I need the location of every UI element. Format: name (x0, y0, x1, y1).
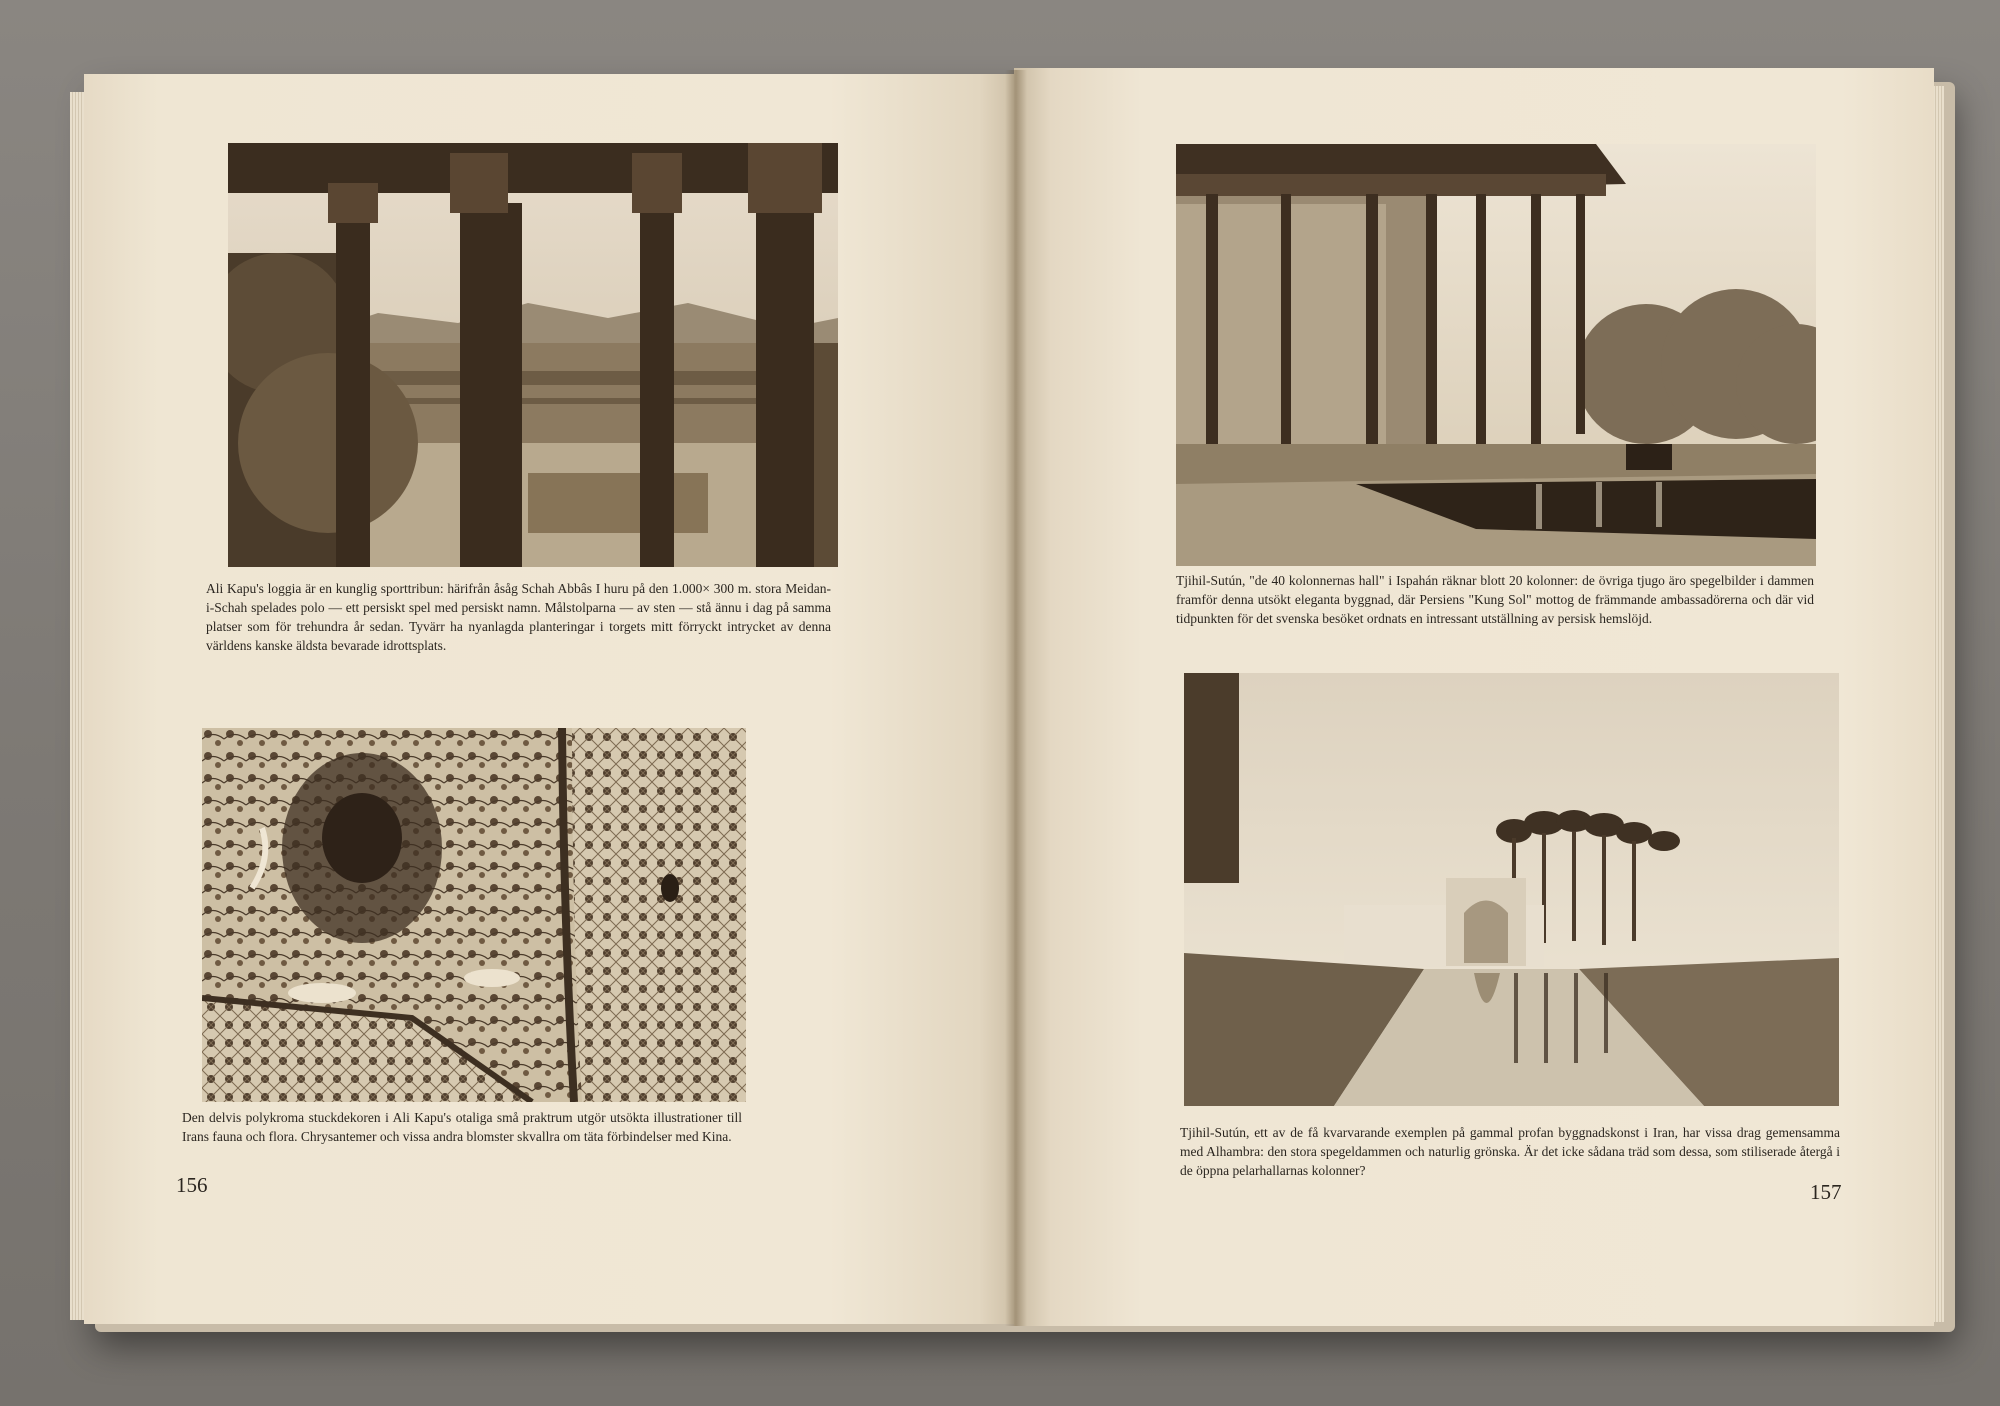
ali-kapu-loggia-caption: Ali Kapu's loggia är en kunglig sporttribun: härifrån åsåg Schah Abbâs I huru på den 1.000× 300 m. stora Meidan-i-Schah spelades polo — ett persiskt spel med persiskt namn. Målstolparna — av sten — stå ännu i dag på samma platser som för trehundra år sedan. Tyvärr ha nyanlagda planteringar i torgets mitt förryckt intrycket av denna världens kanske äldsta bevarade idrottsplats. (206, 581, 831, 653)
chehel-sotoun-pavilion-caption: Tjihil-Sutún, "de 40 kolonnernas hall" i Ispahán räknar blott 20 kolonner: de övriga tjugo äro spegelbilder i dammen framför denna utsökt eleganta byggnad, där Persiens "Kung Sol" mottog de främmande ambassadörerna och där vid tidpunkten för det svenska besöket ordnats en intressant utställning av persisk hemslöjd. (1176, 573, 1814, 626)
chehel-sotoun-pavilion-image (1176, 144, 1816, 566)
reflecting-pool-photo (1184, 673, 1839, 1106)
stucco-decoration-photo (202, 728, 746, 1102)
stucco-decoration-caption: Den delvis polykroma stuckdekoren i Ali Kapu's otaliga små praktrum utgör utsökta illustrationer till Irans fauna och flora. Chrysantemer och vissa andra blomster skvallra om täta förbindelser med Kina. (182, 1110, 742, 1144)
book-gutter (1005, 70, 1027, 1326)
stucco-decoration-image (202, 728, 746, 1102)
page-number-right: 157 (1810, 1180, 1842, 1204)
reflecting-pool-image (1184, 673, 1839, 1106)
page-number-left: 156 (176, 1173, 208, 1197)
ali-kapu-loggia-photo (228, 143, 838, 567)
reflecting-pool-caption: Tjihil-Sutún, ett av de få kvarvarande exemplen på gammal profan byggnadskonst i Iran, har vissa drag gemensamma med Alhambra: den stora spegeldammen och naturlig grönska. Är det icke sådana träd som dessa, som stiliserade återgå i de öppna pelarhallarnas kolonner? (1180, 1125, 1840, 1178)
chehel-sotoun-pavilion-photo (1176, 144, 1816, 566)
ali-kapu-loggia-image (228, 143, 838, 567)
